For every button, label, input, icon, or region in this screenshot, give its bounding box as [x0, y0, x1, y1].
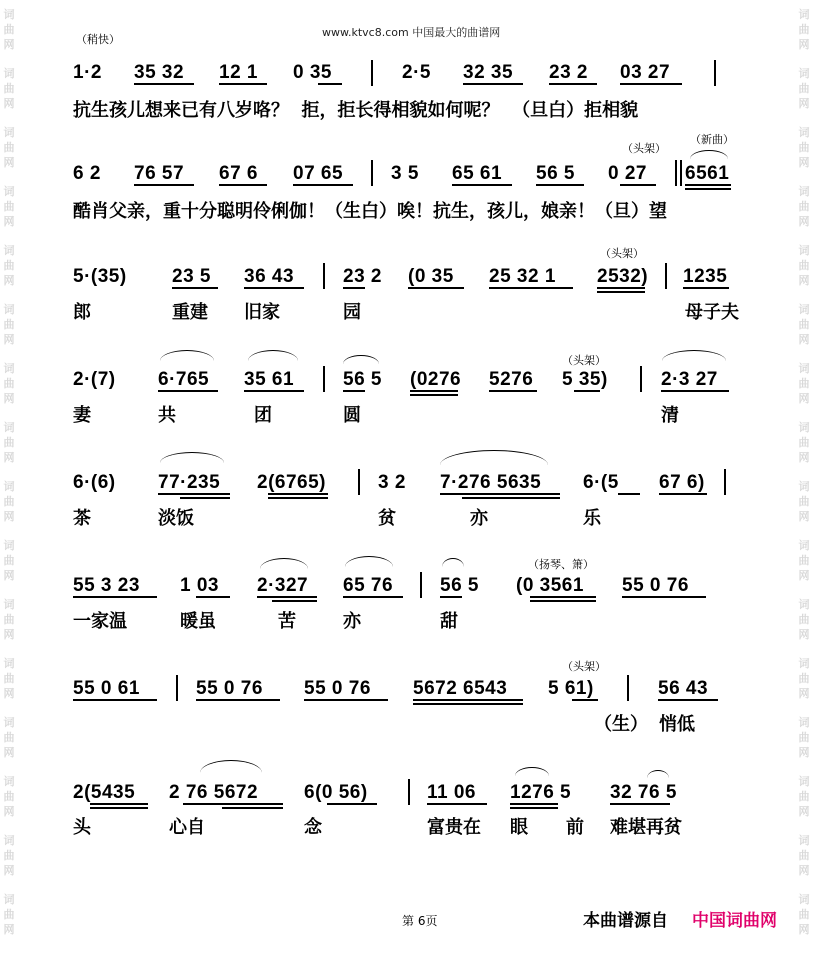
watermark-char: 网 — [3, 510, 15, 523]
beam — [620, 83, 682, 85]
lyric: 甜 — [440, 611, 458, 632]
watermark-char: 曲 — [798, 436, 810, 449]
beam — [158, 493, 230, 495]
watermark-char: 网 — [798, 274, 810, 287]
barline — [627, 675, 629, 701]
barline — [371, 160, 373, 186]
watermark-char: 曲 — [798, 200, 810, 213]
note-group: (0 35 — [408, 266, 454, 287]
note-group: 2(6765) — [257, 472, 326, 493]
watermark-char: 曲 — [798, 141, 810, 154]
watermark-char: 曲 — [3, 141, 15, 154]
note-group: 0 27 — [608, 163, 647, 184]
note-group: 3 2 — [378, 472, 406, 493]
note-group: 2 76 5672 — [169, 782, 259, 803]
beam — [219, 184, 267, 186]
lyric: 园 — [343, 302, 361, 323]
beam — [222, 807, 283, 809]
watermark-char: 曲 — [798, 908, 810, 921]
watermark-char: 词 — [798, 716, 810, 729]
watermark-char: 词 — [3, 362, 15, 375]
annotation: （扬琴、箫） — [528, 558, 594, 571]
lyric: 悄低 — [659, 714, 695, 735]
beam — [180, 497, 230, 499]
brand-link[interactable]: 中国词曲网 — [692, 911, 777, 931]
note-group: 07 65 — [293, 163, 344, 184]
beam — [489, 287, 573, 289]
beam — [410, 390, 458, 392]
watermark-char: 词 — [798, 657, 810, 670]
note-group: 36 43 — [244, 266, 295, 287]
watermark-char: 曲 — [3, 23, 15, 36]
note-group: 5 61) — [548, 678, 594, 699]
watermark-char: 曲 — [3, 82, 15, 95]
watermark-char: 词 — [3, 834, 15, 847]
beam — [413, 699, 523, 701]
slur — [200, 760, 262, 773]
watermark-char: 词 — [798, 775, 810, 788]
watermark-char: 曲 — [3, 495, 15, 508]
beam — [530, 600, 596, 602]
beam — [343, 390, 365, 392]
watermark-char: 网 — [3, 333, 15, 346]
slur — [248, 350, 298, 361]
beam — [343, 287, 365, 289]
watermark-char: 曲 — [3, 554, 15, 567]
note-group: 7·276 5635 — [440, 472, 542, 493]
slur — [160, 350, 214, 361]
watermark-char: 词 — [3, 421, 15, 434]
watermark-char: 网 — [798, 805, 810, 818]
barline — [665, 263, 667, 289]
beam — [73, 596, 157, 598]
note-group: 6(0 56) — [304, 782, 368, 803]
annotation: （头架） — [562, 354, 606, 367]
watermark-char: 词 — [798, 244, 810, 257]
beam — [463, 83, 523, 85]
barline — [680, 160, 682, 186]
watermark-char: 网 — [3, 687, 15, 700]
watermark-char: 网 — [798, 628, 810, 641]
watermark-char: 词 — [3, 657, 15, 670]
watermark-char: 网 — [3, 864, 15, 877]
watermark-char: 曲 — [798, 672, 810, 685]
beam — [685, 184, 731, 186]
lyric: 亦 — [343, 611, 361, 632]
watermark-char: 曲 — [3, 436, 15, 449]
note-group: 67 6) — [659, 472, 705, 493]
beam — [510, 803, 558, 805]
watermark-char: 词 — [798, 303, 810, 316]
lyric: 清 — [661, 405, 679, 426]
note-group: 6·(6) — [73, 472, 116, 493]
lyric: 富贵在 — [427, 817, 481, 838]
barline — [371, 60, 373, 86]
beam — [440, 493, 560, 495]
beam — [440, 596, 462, 598]
slur — [160, 452, 224, 463]
beam — [622, 596, 706, 598]
watermark-char: 网 — [3, 923, 15, 936]
note-group: 2·(7) — [73, 369, 116, 390]
lyric: 郎 — [73, 302, 91, 323]
beam — [219, 83, 267, 85]
watermark-char: 词 — [3, 716, 15, 729]
beam — [343, 596, 403, 598]
note-group: 55 0 61 — [73, 678, 140, 699]
lyric: 乐 — [583, 508, 601, 529]
lyric: 妻 — [73, 405, 91, 426]
note-group: 6·765 — [158, 369, 210, 390]
watermark-char: 词 — [798, 185, 810, 198]
barline — [714, 60, 716, 86]
note-group: 2·327 — [257, 575, 309, 596]
lyric: 前 — [566, 817, 584, 838]
watermark-char: 词 — [3, 126, 15, 139]
note-group: 32 35 — [463, 62, 514, 83]
beam — [659, 493, 707, 495]
note-group: 11 06 — [427, 782, 476, 803]
watermark-char: 曲 — [3, 259, 15, 272]
beam — [610, 803, 670, 805]
watermark-char: 网 — [3, 156, 15, 169]
barline — [724, 469, 726, 495]
tempo-marking: （稍快） — [76, 33, 120, 46]
watermark-char: 网 — [798, 451, 810, 464]
beam — [172, 287, 218, 289]
watermark-char: 词 — [798, 126, 810, 139]
watermark-char: 网 — [3, 569, 15, 582]
slur — [690, 150, 728, 159]
beam — [272, 600, 317, 602]
beam — [318, 83, 342, 85]
lyric: 共 — [158, 405, 176, 426]
lyric: 重建 — [172, 302, 208, 323]
lyric: 一家温 — [73, 611, 127, 632]
beam — [134, 184, 194, 186]
barline — [176, 675, 178, 701]
watermark-char: 曲 — [3, 672, 15, 685]
watermark-char: 词 — [3, 185, 15, 198]
note-group: 56 5 — [440, 575, 479, 596]
lyric-line: 抗生孩儿想来已有八岁咯？ 拒，拒长得相貌如何呢？ （旦白）拒相貌 — [73, 100, 639, 121]
lyric: 旧家 — [244, 302, 280, 323]
watermark-char: 词 — [3, 893, 15, 906]
watermark-right — [795, 0, 813, 956]
beam — [90, 803, 148, 805]
watermark-char: 曲 — [798, 613, 810, 626]
watermark-char: 词 — [3, 775, 15, 788]
watermark-char: 网 — [3, 215, 15, 228]
watermark-char: 网 — [3, 392, 15, 405]
watermark-char: 词 — [3, 480, 15, 493]
beam — [410, 394, 458, 396]
note-group: 23 5 — [172, 266, 211, 287]
watermark-char: 曲 — [3, 377, 15, 390]
barline — [323, 263, 325, 289]
lyric: 心自 — [169, 817, 205, 838]
note-group: 55 0 76 — [622, 575, 689, 596]
beam — [268, 497, 328, 499]
page-number: 第 6页 — [402, 914, 438, 928]
slur — [662, 350, 726, 361]
watermark-char: 网 — [3, 451, 15, 464]
watermark-char: 网 — [798, 333, 810, 346]
slur — [343, 355, 379, 364]
watermark-char: 网 — [3, 628, 15, 641]
note-group: 65 61 — [452, 163, 503, 184]
watermark-char: 词 — [3, 244, 15, 257]
note-group: 55 0 76 — [196, 678, 263, 699]
beam — [618, 493, 640, 495]
watermark-char: 曲 — [798, 554, 810, 567]
slur — [440, 450, 548, 465]
note-group: 77·235 — [158, 472, 221, 493]
watermark-char: 网 — [798, 215, 810, 228]
beam — [183, 803, 283, 805]
beam — [685, 188, 731, 190]
watermark-char: 曲 — [3, 790, 15, 803]
barline — [675, 160, 677, 186]
watermark-char: 曲 — [3, 908, 15, 921]
beam — [293, 184, 353, 186]
beam — [244, 390, 304, 392]
note-group: 56 43 — [658, 678, 709, 699]
lyric: 亦 — [470, 508, 488, 529]
watermark-char: 网 — [798, 156, 810, 169]
watermark-char: 曲 — [798, 318, 810, 331]
watermark-char: 曲 — [798, 849, 810, 862]
watermark-char: 词 — [798, 893, 810, 906]
watermark-char: 网 — [798, 392, 810, 405]
barline — [323, 366, 325, 392]
watermark-char: 网 — [798, 510, 810, 523]
lyric: 贫 — [378, 508, 396, 529]
note-group: 6·(5 — [583, 472, 619, 493]
note-group: 56 5 — [536, 163, 575, 184]
lyric: 母子夫 — [685, 302, 739, 323]
note-group: 3 5 — [391, 163, 419, 184]
watermark-char: 词 — [798, 421, 810, 434]
slur — [442, 558, 464, 567]
beam — [196, 596, 230, 598]
lyric: 茶 — [73, 508, 91, 529]
beam — [452, 184, 512, 186]
watermark-char: 网 — [798, 38, 810, 51]
annotation: （新曲） — [690, 133, 734, 146]
note-group: 1276 5 — [510, 782, 572, 803]
beam — [90, 807, 148, 809]
lyric: 圆 — [343, 405, 361, 426]
lyric: 难堪再贫 — [610, 817, 682, 838]
note-group: 76 57 — [134, 163, 185, 184]
watermark-char: 网 — [3, 274, 15, 287]
beam — [572, 699, 598, 701]
watermark-char: 曲 — [798, 259, 810, 272]
beam — [597, 287, 645, 289]
watermark-char: 词 — [3, 598, 15, 611]
source-label: 本曲谱源自 — [583, 911, 668, 931]
lyric: 团 — [254, 405, 272, 426]
note-group: 56 5 — [343, 369, 382, 390]
beam — [536, 184, 584, 186]
watermark-char: 曲 — [3, 731, 15, 744]
watermark-char: 词 — [798, 480, 810, 493]
note-group: 1235 — [683, 266, 728, 287]
annotation: （头架） — [562, 660, 606, 673]
watermark-char: 网 — [798, 687, 810, 700]
note-group: 35 32 — [134, 62, 185, 83]
beam — [427, 803, 487, 805]
watermark-char: 词 — [3, 8, 15, 21]
watermark-char: 网 — [3, 746, 15, 759]
note-group: 67 6 — [219, 163, 258, 184]
note-group: 1·2 — [73, 62, 102, 83]
note-group: 25 32 1 — [489, 266, 556, 287]
note-group: 2532) — [597, 266, 649, 287]
lyric: （生） — [594, 714, 648, 735]
note-group: 2·5 — [402, 62, 431, 83]
note-group: 5276 — [489, 369, 534, 390]
note-group: 5 35) — [562, 369, 608, 390]
watermark-char: 词 — [798, 67, 810, 80]
annotation: （头架） — [622, 142, 666, 155]
slur — [260, 558, 308, 569]
watermark-left — [0, 0, 18, 956]
beam — [549, 83, 597, 85]
beam — [413, 703, 523, 705]
note-group: 6561 — [685, 163, 730, 184]
barline — [358, 469, 360, 495]
watermark-char: 网 — [798, 864, 810, 877]
annotation: （头架） — [600, 247, 644, 260]
beam — [158, 390, 218, 392]
beam — [327, 803, 377, 805]
note-group: 65 76 — [343, 575, 394, 596]
note-group: 5672 6543 — [413, 678, 508, 699]
beam — [574, 390, 600, 392]
watermark-char: 词 — [3, 67, 15, 80]
beam — [268, 493, 328, 495]
lyric: 眼 — [510, 817, 528, 838]
watermark-char: 网 — [3, 38, 15, 51]
beam — [244, 287, 304, 289]
beam — [620, 184, 656, 186]
note-group: 2·3 27 — [661, 369, 718, 390]
watermark-char: 网 — [3, 97, 15, 110]
barline — [408, 779, 410, 805]
watermark-char: 曲 — [798, 790, 810, 803]
barline — [420, 572, 422, 598]
slur — [515, 767, 549, 776]
watermark-char: 词 — [3, 539, 15, 552]
note-group: 6 2 — [73, 163, 101, 184]
note-group: 0 35 — [293, 62, 332, 83]
watermark-char: 词 — [798, 539, 810, 552]
watermark-char: 词 — [798, 362, 810, 375]
note-group: 03 27 — [620, 62, 671, 83]
beam — [597, 291, 645, 293]
watermark-char: 网 — [3, 805, 15, 818]
watermark-char: 曲 — [798, 495, 810, 508]
lyric: 淡饭 — [158, 508, 194, 529]
watermark-char: 曲 — [798, 377, 810, 390]
watermark-char: 词 — [798, 834, 810, 847]
watermark-char: 曲 — [798, 82, 810, 95]
watermark-char: 曲 — [3, 200, 15, 213]
note-group: 1 03 — [180, 575, 219, 596]
beam — [134, 83, 194, 85]
watermark-char: 网 — [798, 923, 810, 936]
watermark-char: 词 — [3, 303, 15, 316]
note-group: (0 3561 — [516, 575, 584, 596]
barline — [640, 366, 642, 392]
site-header: www.ktvc8.com 中国最大的曲谱网 — [322, 26, 501, 39]
beam — [683, 287, 729, 289]
lyric: 暖虽 — [180, 611, 216, 632]
beam — [510, 807, 558, 809]
beam — [304, 699, 388, 701]
watermark-char: 网 — [798, 569, 810, 582]
watermark-char: 词 — [798, 598, 810, 611]
watermark-char: 曲 — [3, 318, 15, 331]
watermark-char: 曲 — [798, 23, 810, 36]
note-group: 23 2 — [549, 62, 588, 83]
watermark-char: 网 — [798, 746, 810, 759]
beam — [462, 497, 560, 499]
slur — [647, 770, 669, 778]
beam — [489, 390, 537, 392]
beam — [661, 390, 729, 392]
note-group: 55 0 76 — [304, 678, 371, 699]
watermark-char: 曲 — [3, 613, 15, 626]
note-group: 12 1 — [219, 62, 258, 83]
beam — [196, 699, 280, 701]
note-group: 55 3 23 — [73, 575, 140, 596]
beam — [73, 699, 157, 701]
note-group: 5·(35) — [73, 266, 127, 287]
lyric: 苦 — [278, 611, 296, 632]
note-group: 32 76 5 — [610, 782, 677, 803]
watermark-char: 词 — [798, 8, 810, 21]
watermark-char: 曲 — [798, 731, 810, 744]
note-group: 2(5435 — [73, 782, 136, 803]
slur — [345, 556, 393, 567]
lyric: 念 — [304, 817, 322, 838]
watermark-char: 网 — [798, 97, 810, 110]
watermark-char: 曲 — [3, 849, 15, 862]
beam — [530, 596, 596, 598]
lyric: 头 — [73, 817, 91, 838]
beam — [408, 287, 464, 289]
note-group: 35 61 — [244, 369, 295, 390]
lyric-line: 酷肖父亲，重十分聪明伶俐伽！（生白）唉！抗生，孩儿，娘亲！（旦）望 — [73, 201, 667, 222]
note-group: 23 2 — [343, 266, 382, 287]
beam — [257, 596, 317, 598]
note-group: (0276 — [410, 369, 462, 390]
beam — [658, 699, 718, 701]
